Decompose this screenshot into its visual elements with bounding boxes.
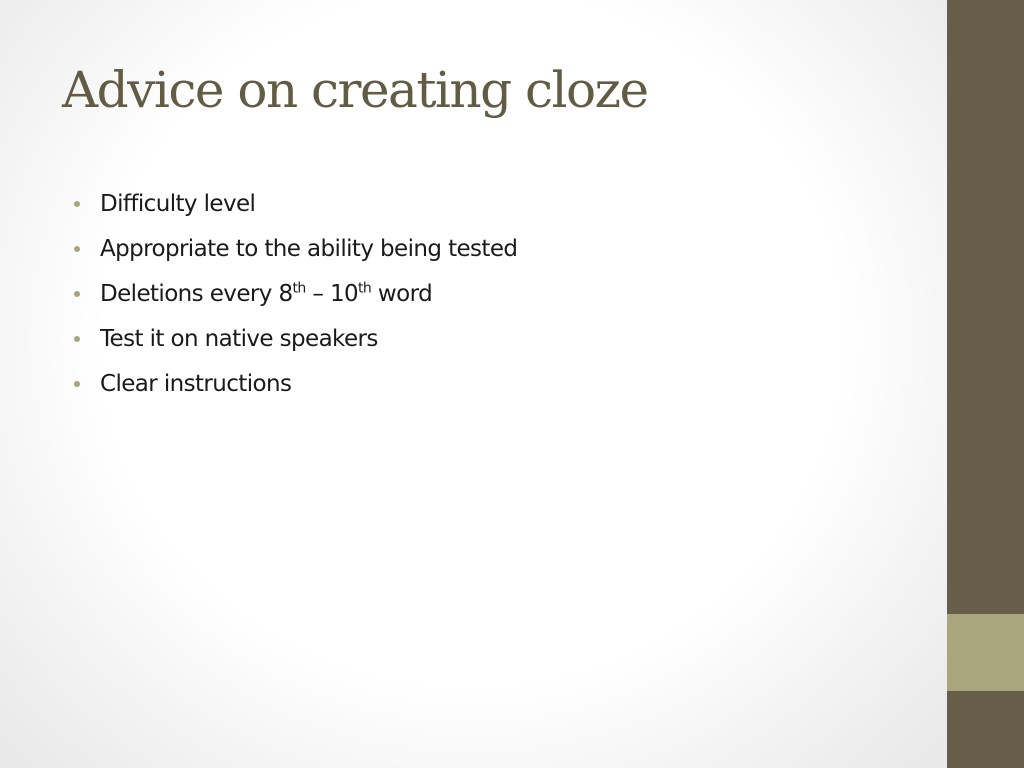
bullet-text-part: Clear instructions: [100, 371, 292, 397]
bullet-text-part: – 10: [305, 281, 359, 307]
bullet-text-part: Appropriate to the ability being tested: [100, 236, 518, 262]
bullet-text: [100, 366, 291, 402]
bullet-dot-icon: [74, 336, 80, 342]
bullet-text: [100, 186, 255, 222]
bullet-text: [100, 231, 517, 267]
bullet-dot-icon: [74, 291, 80, 297]
bullet-text: [100, 321, 378, 357]
bullet-dot-icon: [74, 381, 80, 387]
bullet-text-part: Test it on native speakers: [100, 326, 378, 352]
superscript-text: th: [292, 280, 306, 297]
bullet-text-part: Difficulty level: [100, 191, 256, 217]
bullet-text: [100, 276, 432, 312]
bullet-dot-icon: [74, 246, 80, 252]
bullet-text-part: Deletions every 8: [100, 281, 293, 307]
side-bar-accent: [947, 614, 1024, 691]
bullet-dot-icon: [74, 201, 80, 207]
bullet-text-part: word: [371, 281, 433, 307]
superscript-text: th: [358, 280, 372, 297]
slide-title: Advice on creating cloze: [62, 61, 648, 119]
